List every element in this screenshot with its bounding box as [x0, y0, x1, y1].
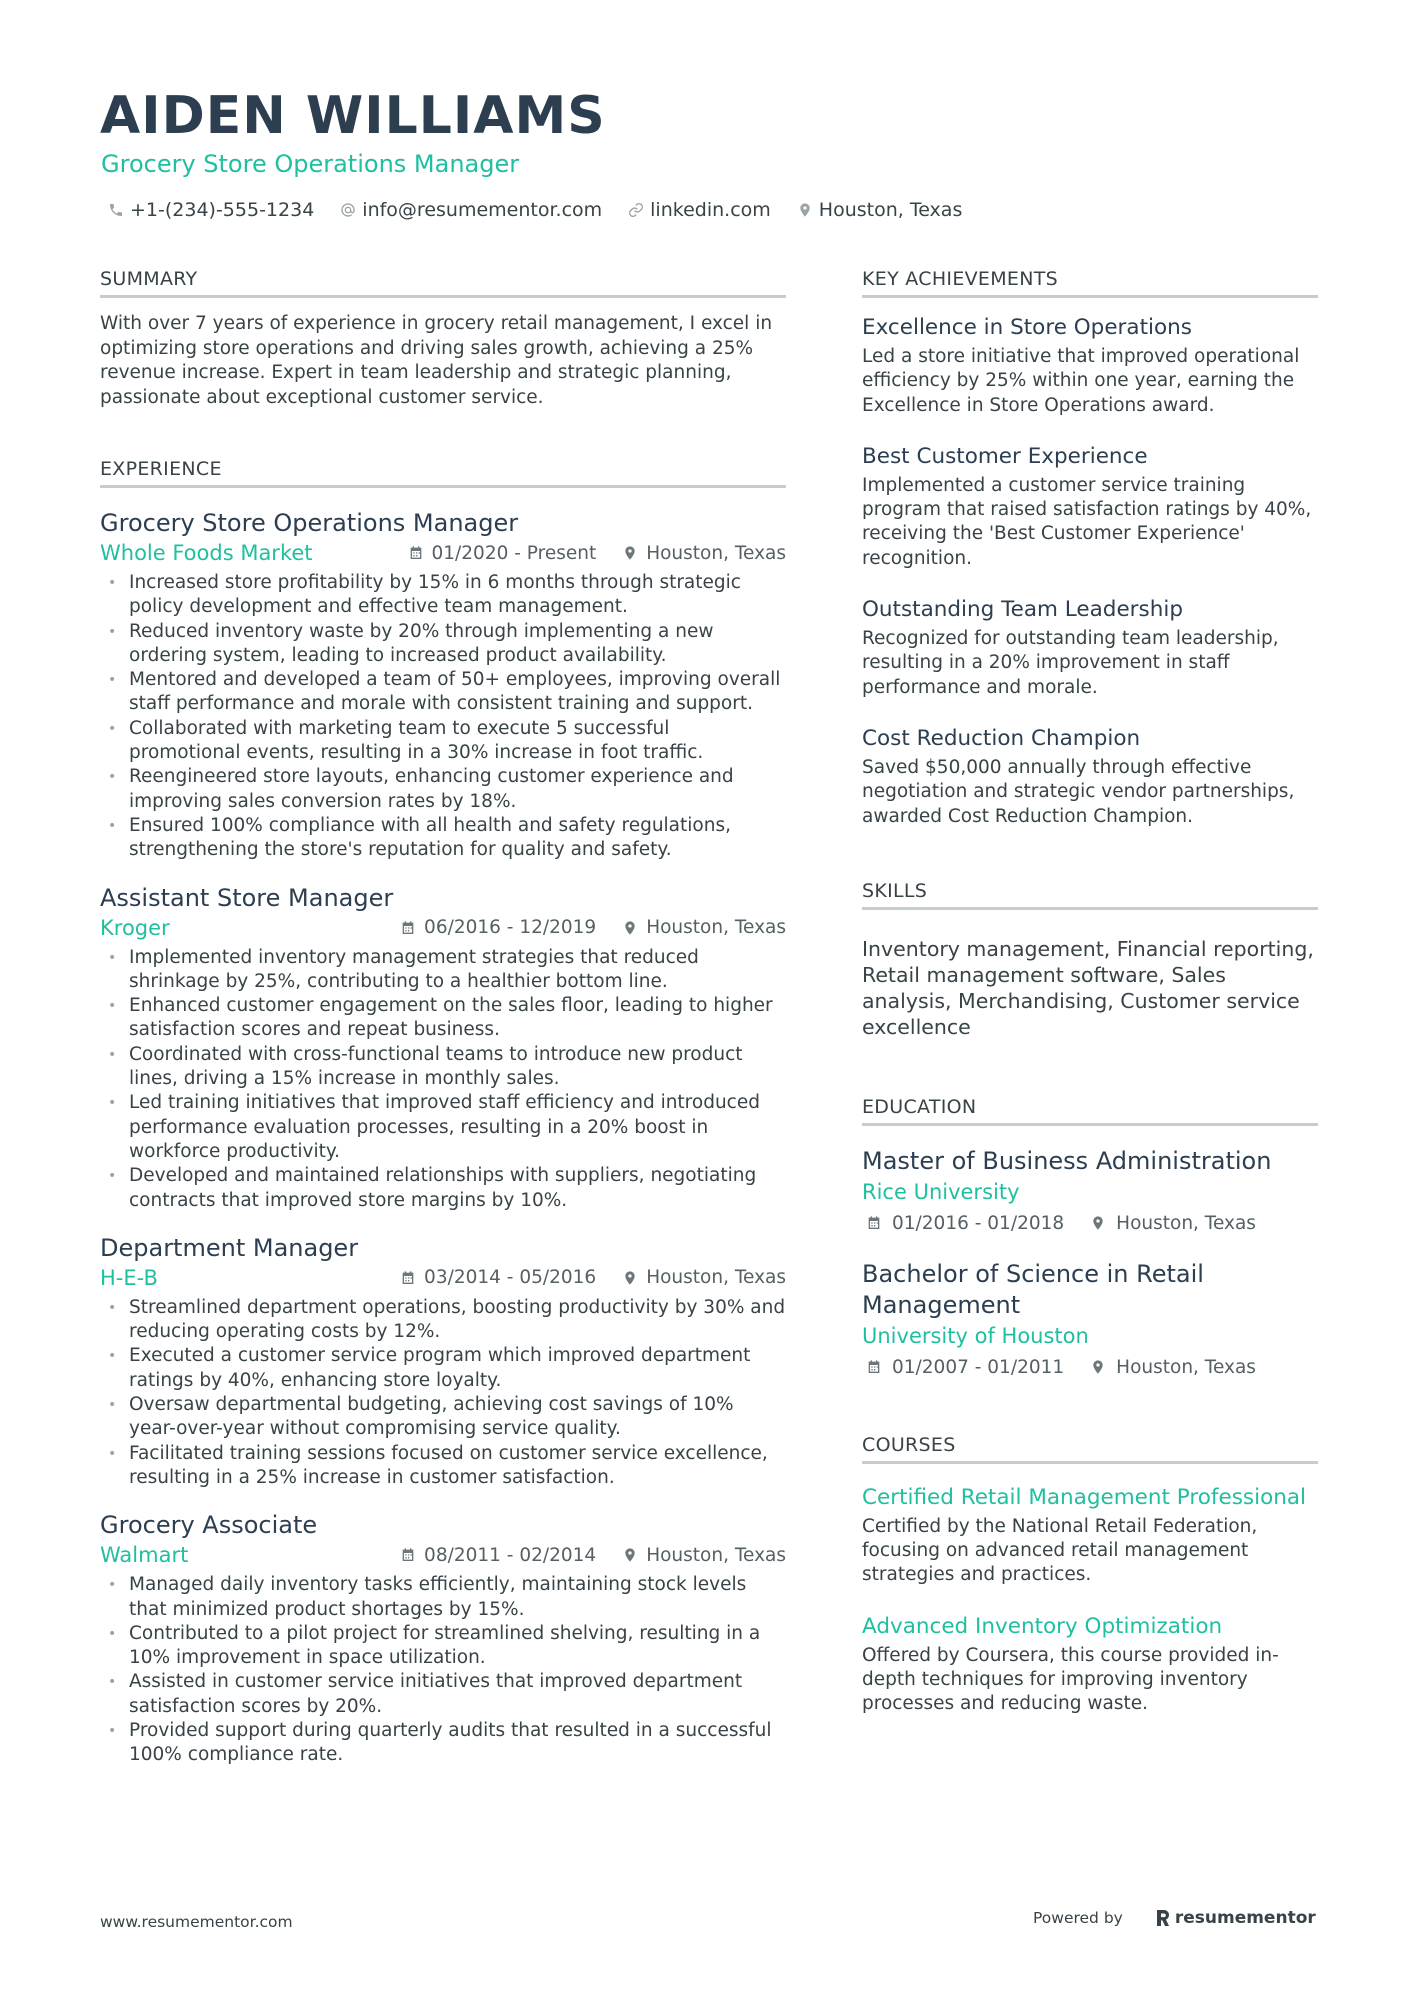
left-column [100, 268, 786, 1768]
achievement-description: Implemented a customer service training program that raised satisfaction ratings by 40%, receiving the 'Best Customer Experience' recognition. [862, 474, 1312, 569]
job-company: Kroger [100, 915, 170, 940]
course-title: Certified Retail Management Professional [862, 1484, 1306, 1510]
job-dates: 06/2016 - 12/2019 [424, 917, 597, 939]
location-pin-icon [622, 1547, 638, 1563]
course-description: Certified by the National Retail Federation, focusing on advanced retail management strategies and practices. [862, 1515, 1258, 1586]
job-dates: 03/2014 - 05/2016 [424, 1267, 597, 1289]
link-icon [628, 202, 644, 218]
job-bullets [100, 1573, 786, 1767]
contact-linkedin[interactable] [628, 199, 771, 221]
list-item: • Facilitated training sessions focused on customer service excellence, resulting in a 25% increase in customer satisfaction. [100, 1442, 786, 1491]
job-company: Whole Foods Market [100, 541, 313, 565]
education-degree: Master of Business Administration [862, 1146, 1272, 1175]
skills-section [862, 880, 1318, 1040]
list-item: • Collaborated with marketing team to execute 5 successful promotional events, resulting in a 30% increase in foot traffic. [100, 717, 786, 766]
location-pin-icon [797, 202, 813, 218]
job-bullets [100, 571, 786, 863]
brand-name: resumementor [1174, 1908, 1316, 1928]
achievement-title: Cost Reduction Champion [862, 725, 1141, 751]
list-item: • Executed a customer service program which improved department ratings by 40%, enhancing store loyalty. [100, 1344, 786, 1393]
course-title: Advanced Inventory Optimization [862, 1613, 1223, 1639]
job-dates: 08/2011 - 02/2014 [424, 1544, 597, 1566]
education-meta [866, 1213, 1318, 1234]
location-pin-icon [1090, 1359, 1106, 1375]
achievements-heading: KEY ACHIEVEMENTS [862, 268, 1318, 298]
education-location: Houston, Texas [1116, 1212, 1256, 1234]
contact-phone[interactable] [108, 199, 314, 221]
location-pin-icon [622, 545, 638, 561]
contact-bar [108, 199, 988, 221]
education-dates: 01/2007 - 01/2011 [892, 1356, 1065, 1378]
phone-icon [108, 202, 124, 218]
job-location: Houston, Texas [646, 1544, 786, 1566]
footer-brand [1033, 1908, 1316, 1928]
list-item: • Managed daily inventory tasks efficiently, maintaining stock levels that minimized product shortages by 15%. [100, 1573, 786, 1622]
education-dates: 01/2016 - 01/2018 [892, 1212, 1065, 1234]
footer-url[interactable]: www.resumementor.com [100, 1913, 293, 1931]
candidate-name: AIDEN WILLIAMS [100, 86, 606, 146]
job-title: Grocery Associate [100, 1511, 318, 1540]
contact-email[interactable] [340, 199, 602, 221]
resumementor-logo-icon [1155, 1908, 1171, 1928]
calendar-icon [400, 920, 416, 936]
education-section [862, 1096, 1318, 1378]
job-meta [100, 1266, 786, 1290]
list-item: • Contributed to a pilot project for streamlined shelving, resulting in a 10% improvement in space utilization. [100, 1622, 786, 1671]
calendar-icon [866, 1359, 882, 1375]
list-item: • Coordinated with cross-functional teams to introduce new product lines, driving a 15% increase in monthly sales. [100, 1043, 786, 1092]
job-meta [100, 1543, 786, 1567]
list-item: • Reduced inventory waste by 20% through implementing a new ordering system, leading to increased product availability. [100, 620, 786, 669]
job-title: Grocery Store Operations Manager [100, 509, 519, 537]
skills-text: Inventory management, Financial reporting, Retail management software, Sales analysis, Merchandising, Customer service excellence [862, 936, 1314, 1039]
achievements-section [862, 268, 1318, 829]
job-meta [100, 916, 786, 940]
location-pin-icon [1090, 1215, 1106, 1231]
list-item: • Increased store profitability by 15% in 6 months through strategic policy development and effective team management. [100, 571, 786, 620]
education-heading: EDUCATION [862, 1096, 1318, 1126]
summary-heading: SUMMARY [100, 268, 786, 298]
job-entry [100, 1510, 786, 1767]
achievement-title: Best Customer Experience [862, 443, 1148, 469]
contact-linkedin-text: linkedin.com [650, 199, 771, 221]
list-item: • Assisted in customer service initiatives that improved department satisfaction scores by 20%. [100, 1670, 786, 1719]
contact-location-text: Houston, Texas [818, 199, 963, 221]
calendar-icon [866, 1215, 882, 1231]
summary-section [100, 268, 786, 410]
achievement-title: Outstanding Team Leadership [862, 597, 1183, 623]
education-item [862, 1259, 1318, 1378]
courses-heading: COURSES [862, 1434, 1318, 1464]
job-title: Department Manager [100, 1233, 359, 1262]
job-location: Houston, Texas [646, 542, 786, 564]
skills-heading: SKILLS [862, 880, 1318, 910]
at-icon [340, 202, 356, 218]
powered-by-text: Powered by [1033, 1909, 1123, 1927]
achievement-item [862, 725, 1318, 829]
education-school: Rice University [862, 1179, 1020, 1204]
job-company: H-E-B [100, 1265, 158, 1290]
achievement-item [862, 443, 1318, 571]
summary-text: With over 7 years of experience in grocery retail management, I excel in optimizing store operations and driving sales growth, achieving a 25% revenue increase. Expert in team leadership and strategic planning, passionate about exceptional customer service. [100, 313, 773, 408]
education-item [862, 1146, 1318, 1234]
candidate-title: Grocery Store Operations Manager [101, 150, 520, 178]
achievement-description: Saved $50,000 annually through effective negotiation and strategic vendor partnerships, awarded Cost Reduction Champion. [862, 756, 1295, 827]
achievement-item [862, 596, 1318, 700]
course-item [862, 1613, 1318, 1717]
job-bullets [100, 946, 786, 1213]
job-title: Assistant Store Manager [100, 883, 394, 912]
list-item: • Led training initiatives that improved staff efficiency and introduced performance evaluation processes, resulting in a 20% boost in workforce productivity. [100, 1091, 786, 1164]
achievement-description: Recognized for outstanding team leadership, resulting in a 20% improvement in staff performance and morale. [862, 628, 1279, 698]
list-item: • Reengineered store layouts, enhancing customer experience and improving sales conversion rates by 18%. [100, 765, 786, 814]
job-entry [100, 883, 786, 1213]
calendar-icon [400, 1270, 416, 1286]
education-meta [866, 1357, 1318, 1378]
job-entry [100, 1233, 786, 1490]
job-entry [100, 508, 786, 863]
calendar-icon [400, 1547, 416, 1563]
brand-logo[interactable] [1155, 1908, 1316, 1928]
experience-section [100, 458, 786, 1768]
job-location: Houston, Texas [646, 917, 786, 939]
course-description: Offered by Coursera, this course provided in-depth techniques for improving inventory processes and reducing waste. [862, 1644, 1279, 1715]
list-item: • Streamlined department operations, boosting productivity by 30% and reducing operating costs by 12%. [100, 1296, 786, 1345]
achievement-item [862, 314, 1318, 418]
list-item: • Provided support during quarterly audits that resulted in a successful 100% compliance rate. [100, 1719, 786, 1768]
list-item: • Implemented inventory management strategies that reduced shrinkage by 25%, contributing to a healthier bottom line. [100, 946, 786, 995]
list-item: • Developed and maintained relationships with suppliers, negotiating contracts that improved store margins by 10%. [100, 1164, 786, 1213]
contact-email-text: info@resumementor.com [362, 199, 603, 221]
contact-phone-text: +1-(234)-555-1234 [130, 199, 315, 221]
achievement-title: Excellence in Store Operations [862, 315, 1192, 340]
course-item [862, 1484, 1318, 1588]
job-meta [100, 541, 786, 565]
education-school: University of Houston [862, 1323, 1089, 1348]
location-pin-icon [622, 920, 638, 936]
courses-section [862, 1434, 1318, 1717]
job-bullets [100, 1296, 786, 1490]
job-location: Houston, Texas [646, 1267, 786, 1289]
list-item: • Enhanced customer engagement on the sales floor, leading to higher satisfaction scores and repeat business. [100, 994, 786, 1043]
location-pin-icon [622, 1270, 638, 1286]
job-dates: 01/2020 - Present [431, 542, 597, 564]
achievement-description: Led a store initiative that improved operational efficiency by 25% within one year, earning the Excellence in Store Operations award. [862, 346, 1300, 416]
right-column [862, 268, 1318, 1717]
list-item: • Mentored and developed a team of 50+ employees, improving overall staff performance and morale with consistent training and support. [100, 668, 786, 717]
education-location: Houston, Texas [1116, 1356, 1256, 1378]
contact-location [797, 199, 963, 221]
list-item: • Ensured 100% compliance with all health and safety regulations, strengthening the store's reputation for quality and safety. [100, 814, 786, 863]
job-company: Walmart [100, 1543, 189, 1568]
calendar-icon [408, 545, 424, 561]
education-degree: Bachelor of Science in Retail Management [862, 1259, 1204, 1319]
experience-heading: EXPERIENCE [100, 458, 786, 488]
list-item: • Oversaw departmental budgeting, achieving cost savings of 10% year-over-year without compromising service quality. [100, 1393, 786, 1442]
